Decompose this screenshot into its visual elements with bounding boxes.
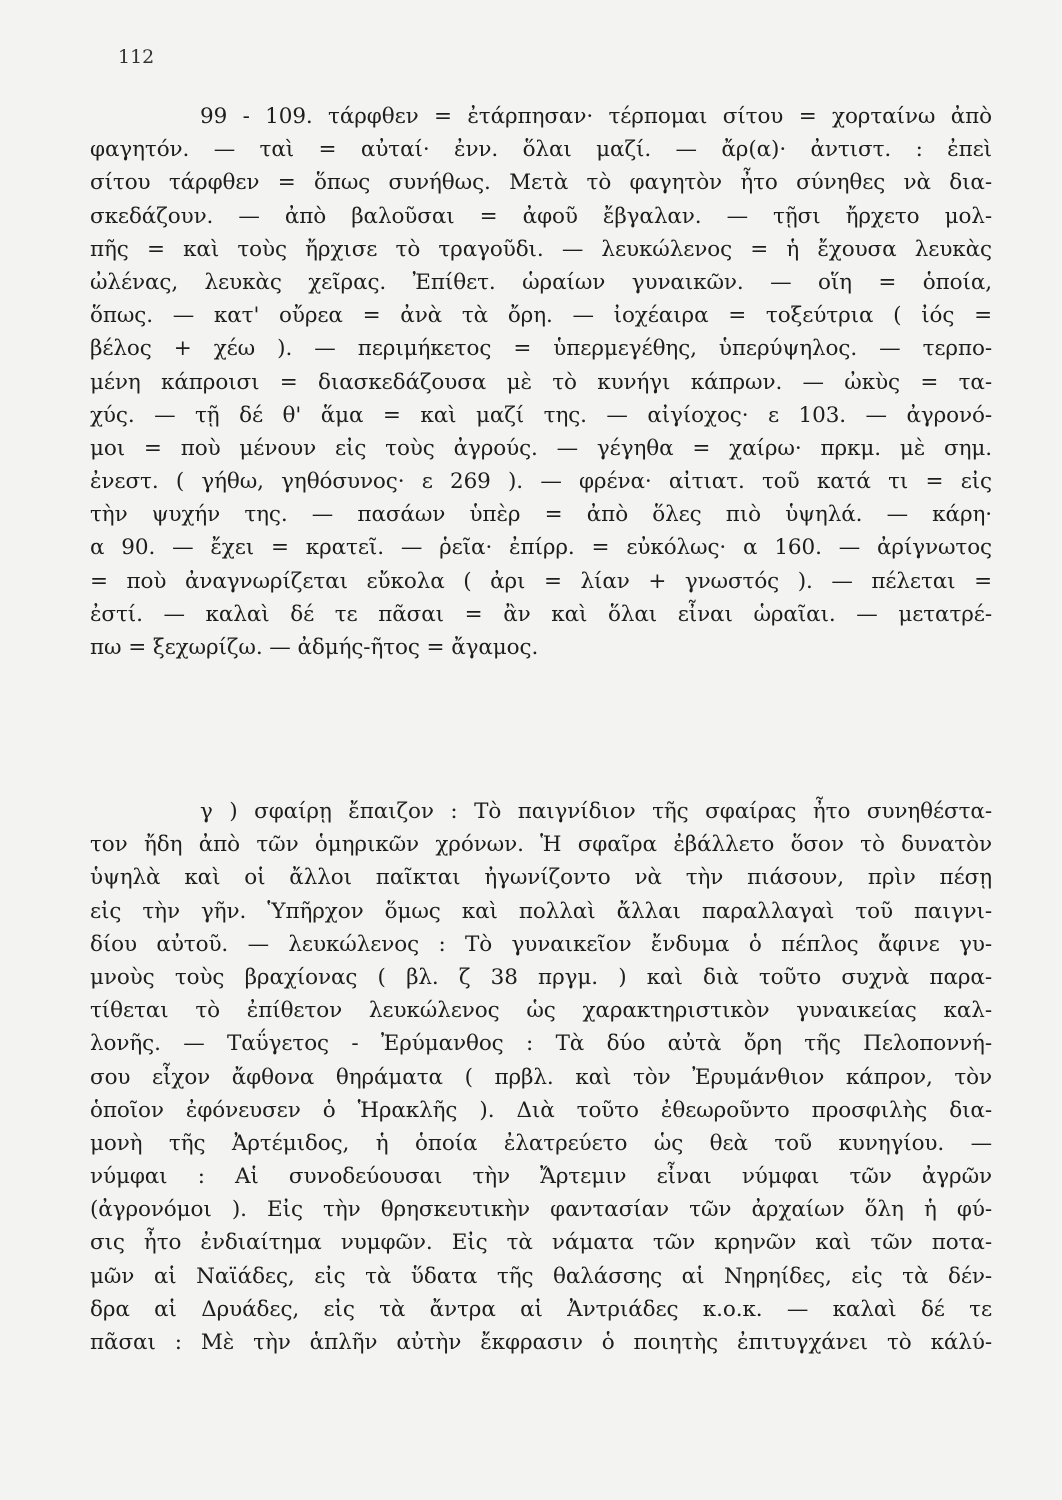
commentary-line: τίθεται τὸ ἐπίθετον λευκώλενος ὡς χαρακτηριστικὸν γυναικείας καλ- [90, 998, 992, 1024]
commentary-line: μονὴ τῆς Ἀρτέμιδος, ἡ ὁποία ἐλατρεύετο ὡς θεὰ τοῦ κυνηγίου. — [90, 1130, 992, 1156]
commentary-line: σις ἦτο ἐνδιαίτημα νυμφῶν. Εἰς τὰ νάματα τῶν κρηνῶν καὶ τῶν ποτα- [90, 1230, 992, 1256]
commentary-line: πᾶσαι : Μὲ τὴν ἁπλῆν αὐτὴν ἔκφρασιν ὁ ποιητὴς ἐπιτυγχάνει τὸ κάλύ- [90, 1330, 992, 1355]
commentary-line: ὑψηλὰ καὶ οἱ ἄλλοι παῖκται ἠγωνίζοντο νὰ τὴν πιάσουν, πρὶν πέσῃ [90, 865, 992, 891]
notes-section [90, 100, 992, 664]
commentary-line: λονῆς. — Ταΰγετος - Ἐρύμανθος : Τὰ δύο αὐτὰ ὄρη τῆς Πελοποννή- [90, 1031, 992, 1057]
notes-line: = ποὺ ἀναγνωρίζεται εὔκολα ( ἀρι = λίαν + γνωστός ). — πέλεται = [90, 568, 992, 594]
commentary-line: δίου αὐτοῦ. — λευκώλενος : Τὸ γυναικεῖον ἔνδυμα ὁ πέπλος ἄφινε γυ- [90, 931, 992, 957]
notes-line: ἐστί. — καλαὶ δέ τε πᾶσαι = ἂν καὶ ὅλαι εἶναι ὡραῖαι. — μετατρέ- [90, 601, 992, 627]
notes-line: βέλος + χέω ). — περιμήκετος = ὑπερμεγέθης, ὑπερύψηλος. — τερπο- [90, 336, 992, 362]
notes-line: σίτου τάρφθεν = ὅπως συνήθως. Μετὰ τὸ φαγητὸν ἦτο σύνηθες νὰ δια- [90, 170, 992, 196]
notes-line: πῆς = καὶ τοὺς ἤρχισε τὸ τραγοῦδι. — λευκώλενος = ἡ ἔχουσα λευκὰς [90, 236, 992, 262]
notes-line: φαγητόν. — ταὶ = αὐταί· ἐνν. ὅλαι μαζί. — ἄρ(α)· ἀντιστ. : ἐπεὶ [90, 137, 992, 163]
notes-line: σκεδάζουν. — ἀπὸ βαλοῦσαι = ἀφοῦ ἔβγαλαν. — τῇσι ἤρχετο μολ- [90, 203, 992, 229]
commentary-line: γ ) σφαίρῃ ἔπαιζον : Τὸ παιγνίδιον τῆς σφαίρας ἦτο συνηθέστα- [200, 799, 992, 824]
notes-line: μοι = ποὺ μένουν εἰς τοὺς ἀγρούς. — γέγηθα = χαίρω· πρκμ. μὲ σημ. [90, 435, 992, 461]
page-number: 112 [118, 46, 155, 68]
notes-line: πω = ξεχωρίζω. — ἀδμής-ῆτος = ἄγαμος. [90, 635, 539, 660]
notes-line: τὴν ψυχήν της. — πασάων ὑπὲρ = ἀπὸ ὅλες πιὸ ὑψηλά. — κάρη· [90, 502, 992, 528]
commentary-line: μνοὺς τοὺς βραχίονας ( βλ. ζ 38 πργμ. ) καὶ διὰ τοῦτο συχνὰ παρα- [90, 964, 992, 990]
commentary-line: μῶν αἱ Ναϊάδες, εἰς τὰ ὕδατα τῆς θαλάσσης αἱ Νηρηίδες, εἰς τὰ δέν- [90, 1263, 992, 1289]
notes-line: 99 - 109. τάρφθεν = ἐτάρπησαν· τέρπομαι σίτου = χορταίνω ἀπὸ [200, 104, 992, 129]
commentary-line: σου εἶχον ἄφθονα θηράματα ( πρβλ. καὶ τὸν Ἐρυμάνθιον κάπρον, τὸν [90, 1064, 992, 1090]
commentary-section [90, 795, 992, 1359]
commentary-line: δρα αἱ Δρυάδες, εἰς τὰ ἄντρα αἱ Ἀντριάδες κ.ο.κ. — καλαὶ δέ τε [90, 1296, 992, 1322]
notes-line: α 90. — ἔχει = κρατεῖ. — ῥεῖα· ἐπίρρ. = εὐκόλως· α 160. — ἀρίγνωτος [90, 535, 992, 561]
commentary-line: νύμφαι : Αἱ συνοδεύουσαι τὴν Ἄρτεμιν εἶναι νύμφαι τῶν ἀγρῶν [90, 1164, 992, 1190]
notes-line: μένη κάπροισι = διασκεδάζουσα μὲ τὸ κυνήγι κάπρων. — ὠκὺς = τα- [90, 369, 992, 395]
commentary-line: ὁποῖον ἐφόνευσεν ὁ Ἡρακλῆς ). Διὰ τοῦτο ἐθεωροῦντο προσφιλὴς δια- [90, 1097, 992, 1123]
commentary-line: τον ἤδη ἀπὸ τῶν ὁμηρικῶν χρόνων. Ἡ σφαῖρα ἐβάλλετο ὅσον τὸ δυνατὸν [90, 832, 992, 858]
notes-line: ὅπως. — κατ' οὔρεα = ἀνὰ τὰ ὄρη. — ἰοχέαιρα = τοξεύτρια ( ἰός = [90, 303, 992, 329]
commentary-line: εἰς τὴν γῆν. Ὑπῆρχον ὅμως καὶ πολλαὶ ἄλλαι παραλλαγαὶ τοῦ παιγνι- [90, 898, 992, 924]
commentary-line: (ἀγρονόμοι ). Εἰς τὴν θρησκευτικὴν φαντασίαν τῶν ἀρχαίων ὅλη ἡ φύ- [90, 1197, 992, 1223]
notes-line: ἐνεστ. ( γήθω, γηθόσυνος· ε 269 ). — φρένα· αἰτιατ. τοῦ κατά τι = εἰς [90, 469, 992, 495]
notes-line: ὠλένας, λευκὰς χεῖρας. Ἐπίθετ. ὡραίων γυναικῶν. — οἵη = ὁποία, [90, 269, 992, 295]
notes-line: χύς. — τῇ δέ θ' ἅμα = καὶ μαζί της. — αἰγίοχος· ε 103. — ἀγρονό- [90, 402, 992, 428]
